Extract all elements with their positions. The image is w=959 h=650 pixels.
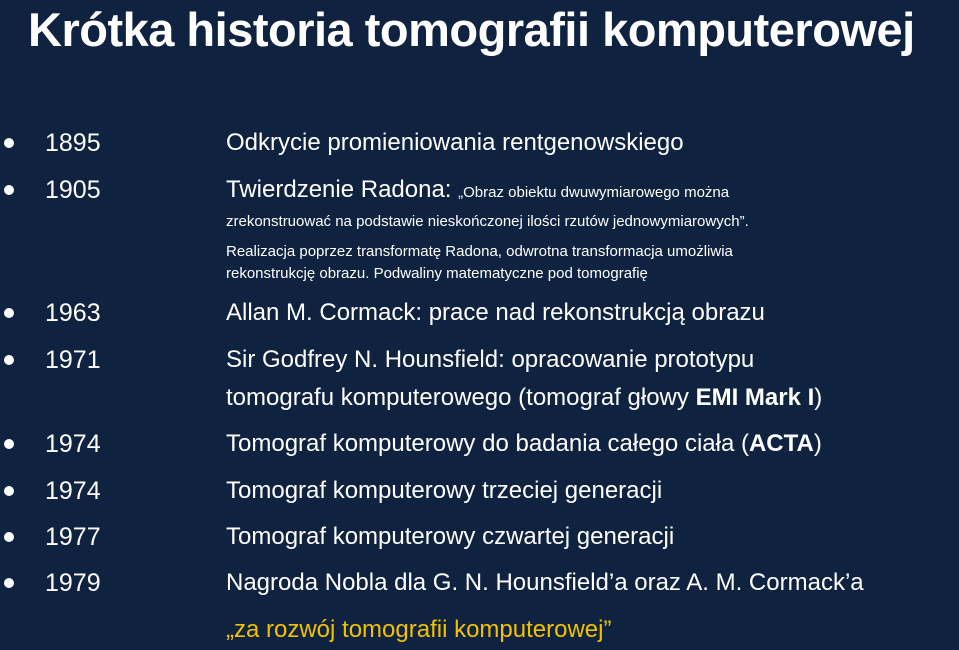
item-text-line2-bold: EMI Mark I	[695, 384, 815, 411]
item-text: Tomograf komputerowy czwartej generacji	[226, 523, 675, 550]
item-text-bold: ACTA	[748, 430, 814, 457]
bullet-icon	[4, 308, 14, 318]
item-text-line2-pre: tomografu komputerowego (tomograf głowy	[226, 384, 696, 411]
item-text-small: „Obraz obiektu dwuwymiarowego można	[458, 184, 730, 201]
item-text-line2-post: )	[814, 384, 823, 411]
item-text-main: Twierdzenie Radona:	[226, 176, 459, 203]
item-year: 1905	[45, 176, 101, 204]
item-text: Nagroda Nobla dla G. N. Hounsfield’a oraz A. M. Cormack’a	[226, 569, 864, 596]
bullet-icon	[4, 355, 14, 365]
item-text: Tomograf komputerowy trzeciej generacji	[226, 477, 663, 504]
item-text	[226, 175, 729, 205]
bullet-icon	[4, 532, 14, 542]
item-text	[226, 429, 822, 459]
item-text: Odkrycie promieniowania rentgenowskiego	[226, 129, 684, 156]
item-subtext: rekonstrukcję obrazu. Podwaliny matematyczne pod tomografię	[226, 265, 648, 282]
bullet-icon	[4, 578, 14, 588]
item-year: 1963	[45, 299, 101, 327]
item-text-pre: Tomograf komputerowy do badania całego ciała (	[226, 430, 749, 457]
slide-title: Krótka historia tomografii komputerowej	[28, 3, 915, 56]
item-text-line2	[226, 383, 822, 413]
item-text-post: )	[813, 430, 822, 457]
bullet-icon	[4, 439, 14, 449]
item-year: 1979	[45, 569, 101, 597]
item-text: Sir Godfrey N. Hounsfield: opracowanie prototypu	[226, 346, 755, 373]
item-quote: „za rozwój tomografii komputerowej”	[226, 616, 612, 643]
item-subtext: Realizacja poprzez transformatę Radona, odwrotna transformacja umożliwia	[226, 243, 733, 260]
item-year: 1895	[45, 129, 101, 157]
item-year: 1971	[45, 346, 101, 374]
bullet-icon	[4, 138, 14, 148]
bullet-icon	[4, 185, 14, 195]
item-text: Allan M. Cormack: prace nad rekonstrukcją obrazu	[226, 299, 765, 326]
bullet-icon	[4, 486, 14, 496]
item-year: 1974	[45, 477, 101, 505]
item-year: 1977	[45, 523, 101, 551]
item-subtext: zrekonstruować na podstawie nieskończonej ilości rzutów jednowymiarowych”.	[226, 213, 749, 230]
item-year: 1974	[45, 430, 101, 458]
